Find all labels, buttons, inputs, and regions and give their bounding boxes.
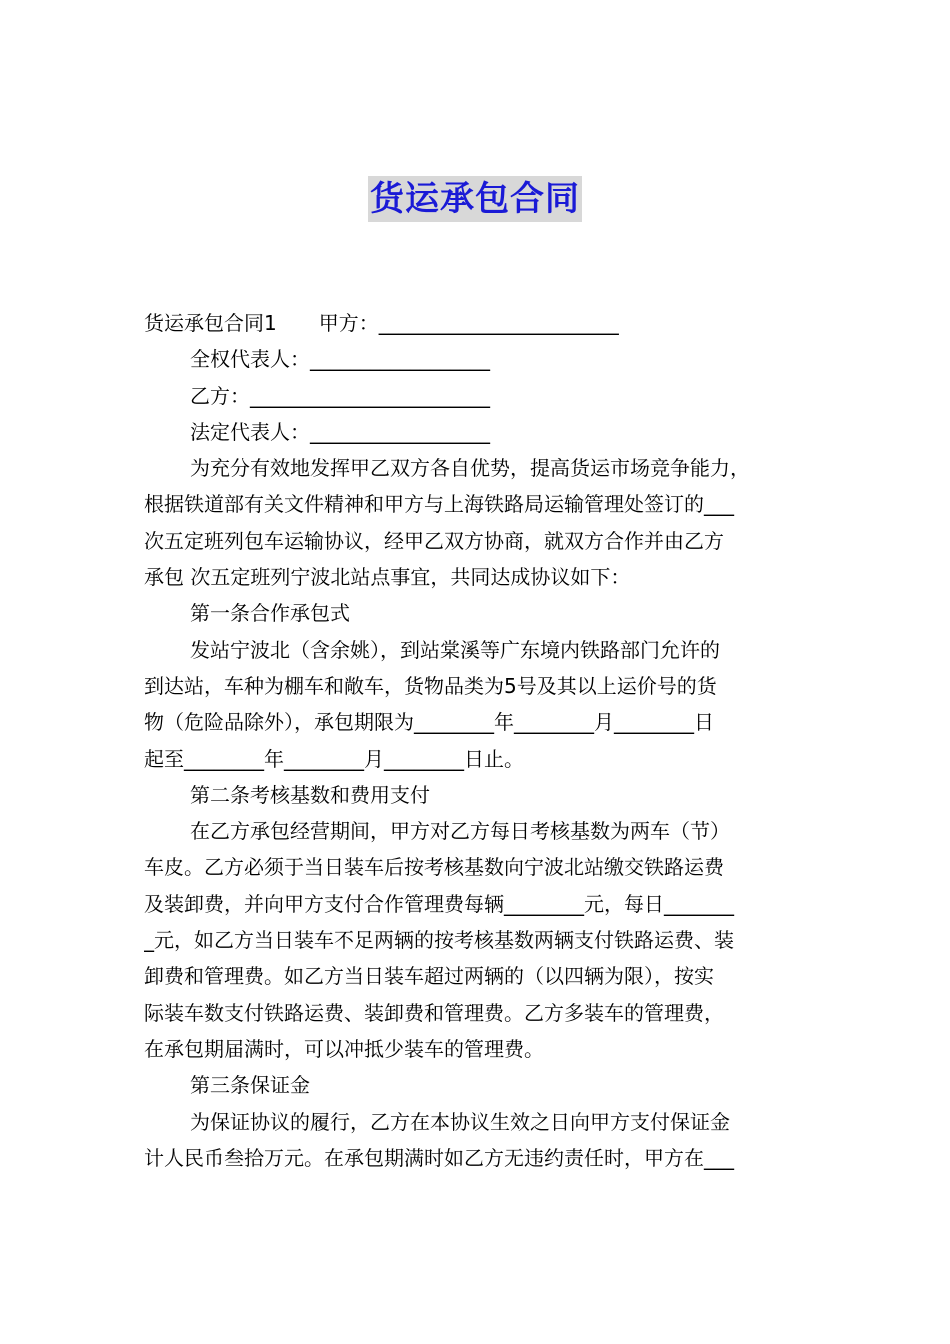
paragraph-line: 起至________年________月________日止。 <box>144 746 524 771</box>
document-title: 货运承包合同 <box>368 176 582 222</box>
paragraph-line: _元，如乙方当日装车不足两辆的按考核基数两辆支付铁路运费、装 <box>144 928 734 953</box>
paragraph-line: 物（危险品除外），承包期限为________年________月________日 <box>144 710 714 735</box>
paragraph-line: 全权代表人：__________________ <box>190 347 490 372</box>
paragraph-line <box>144 305 808 341</box>
paragraph-line: 法定代表人：__________________ <box>190 419 490 444</box>
paragraph-line: 卸费和管理费。如乙方当日装车超过两辆的（以四辆为限），按实 <box>144 964 714 989</box>
paragraph-line: 为充分有效地发挥甲乙双方各自优势，提高货运市场竞争能力， <box>190 456 750 481</box>
paragraph-line: 承包 次五定班列宁波北站点事宜，共同达成协议如下： <box>144 565 631 590</box>
paragraph-line: 及装卸费，并向甲方支付合作管理费每辆________元，每日_______ <box>144 891 734 916</box>
section-heading: 第三条保证金 <box>190 1073 310 1098</box>
paragraph-line: 在乙方承包经营期间，甲方对乙方每日考核基数为两车（节） <box>190 819 730 844</box>
paragraph-line: 根据铁道部有关文件精神和甲方与上海铁路局运输管理处签订的___ <box>144 492 734 517</box>
section-heading: 第一条合作承包式 <box>190 601 350 626</box>
paragraph-line: 计人民币叁拾万元。在承包期满时如乙方无违约责任时，甲方在___ <box>144 1145 734 1170</box>
paragraph-line: 为保证协议的履行，乙方在本协议生效之日向甲方支付保证金 <box>190 1109 730 1134</box>
title-container <box>0 176 950 222</box>
paragraph-line: 发站宁波北（含余姚），到站棠溪等广东境内铁路部门允许的 <box>190 637 720 662</box>
paragraph-line: 在承包期届满时，可以冲抵少装车的管理费。 <box>144 1036 544 1061</box>
paragraph-line: 到达站，车种为棚车和敞车，货物品类为5号及其以上运价号的货 <box>144 673 717 698</box>
document-body <box>144 305 808 1176</box>
contract-heading: 货运承包合同1 <box>144 311 277 335</box>
paragraph-line: 乙方：________________________ <box>190 383 490 408</box>
party-a-field: 甲方：________________________ <box>318 311 619 335</box>
paragraph-line: 次五定班列包车运输协议，经甲乙双方协商，就双方合作并由乙方 <box>144 528 724 553</box>
paragraph-line: 际装车数支付铁路运费、装卸费和管理费。乙方多装车的管理费， <box>144 1000 724 1025</box>
section-heading: 第二条考核基数和费用支付 <box>190 782 430 807</box>
paragraph-line: 车皮。乙方必须于当日装车后按考核基数向宁波北站缴交铁路运费 <box>144 855 724 880</box>
